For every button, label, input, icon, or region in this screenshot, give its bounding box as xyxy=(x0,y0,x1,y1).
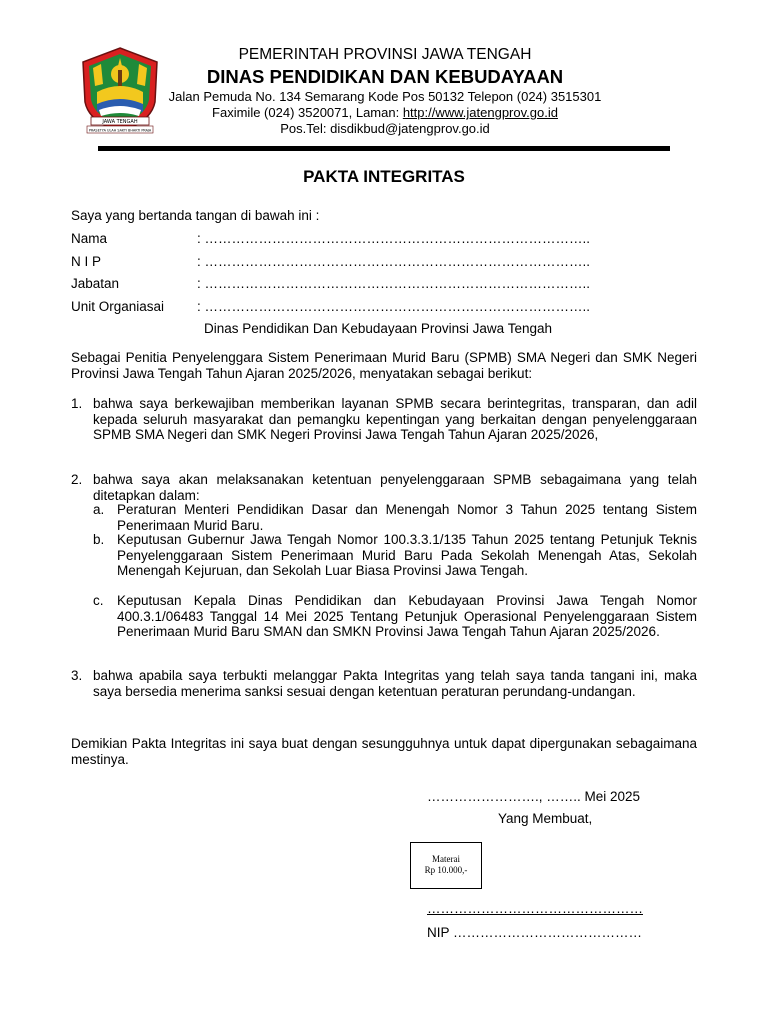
fax-text: Faximile (024) 3520071, Laman: xyxy=(212,105,403,120)
document-title: PAKTA INTEGRITAS xyxy=(303,167,465,186)
subpoint-letter: b. xyxy=(93,532,105,547)
field-value-unit: : ………………………………………………………………………….. xyxy=(197,299,591,314)
intro-text: Saya yang bertanda tangan di bawah ini : xyxy=(71,208,320,223)
field-label-nip: N I P xyxy=(71,254,102,269)
point-text: bahwa saya akan melaksanakan ketentuan penyelenggaraan SPMB sebagaimana yang telah ditetapkan dalam: xyxy=(93,472,697,503)
subpoint-letter: c. xyxy=(93,593,104,608)
statement-paragraph: Sebagai Penitia Penyelenggara Sistem Penerimaan Murid Baru (SPMB) SMA Negeri dan SMK Negeri Provinsi Jawa Tengah Tahun Ajaran 2025/2026, menyatakan sebagai berikut: xyxy=(71,350,697,381)
field-label-nama: Nama xyxy=(71,231,108,246)
contact-line xyxy=(150,105,620,120)
logo-banner-text: JAWA TENGAH xyxy=(102,119,138,125)
field-value-nama: : ………………………………………………………………………….. xyxy=(197,231,591,246)
unit-organization-name: Dinas Pendidikan Dan Kebudayaan Provinsi Jawa Tengah xyxy=(204,321,552,336)
email-line: Pos.Tel: disdikbud@jatengprov.go.id xyxy=(280,121,490,136)
closing-paragraph: Demikian Pakta Integritas ini saya buat dengan sesungguhnya untuk dapat dipergunakan sebagaimana mestinya. xyxy=(71,736,697,767)
address-line: Jalan Pemuda No. 134 Semarang Kode Pos 50132 Telepon (024) 3515301 xyxy=(168,89,602,104)
signature-line: ………………………………………… xyxy=(427,901,643,916)
header-divider xyxy=(98,146,670,151)
point-number: 2. xyxy=(71,472,83,487)
logo-motto-text: PRASETYA ULAH SAKTI BHAKTI PRAJA xyxy=(88,128,152,133)
point-number: 3. xyxy=(71,668,83,683)
nip-line: NIP …………………………………… xyxy=(427,925,643,940)
point-text: bahwa saya berkewajiban memberikan layanan SPMB secara berintegritas, transparan, dan adil kepada seluruh masyarakat dan pemangku kepentingan yang berkaitan dengan penyelenggaraan SPMB SMA Negeri dan SMK Negeri Provinsi Jawa Tengah Tahun Ajaran 2025/2026, xyxy=(93,396,697,442)
date-line: ……………………., …….. Mei 2025 xyxy=(427,789,641,804)
government-name: PEMERINTAH PROVINSI JAWA TENGAH xyxy=(238,46,532,63)
website-link[interactable]: http://www.jatengprov.go.id xyxy=(402,105,558,120)
stamp-duty-box xyxy=(410,842,482,889)
point-number: 1. xyxy=(71,396,83,411)
stamp-duty-label: Materai xyxy=(432,854,460,864)
subpoint-text: Peraturan Menteri Pendidikan Dasar dan Menengah Nomor 3 Tahun 2025 tentang Sistem Penerimaan Murid Baru. xyxy=(117,502,697,533)
subpoint-text: Keputusan Gubernur Jawa Tengah Nomor 100.3.3.1/135 Tahun 2025 tentang Petunjuk Teknis Penyelenggaraan Sistem Penerimaan Murid Baru Pada Sekolah Menengah Atas, Sekolah Menengah Kejuruan, dan Sekolah Luar Biasa Provinsi Jawa Tengah. xyxy=(117,532,697,578)
field-value-jabatan: : ………………………………………………………………………….. xyxy=(197,276,591,291)
stamp-duty-amount: Rp 10.000,- xyxy=(424,865,468,875)
field-value-nip: : ………………………………………………………………………….. xyxy=(197,254,591,269)
subpoint-letter: a. xyxy=(93,502,105,517)
field-label-unit: Unit Organiasai xyxy=(71,299,165,314)
field-label-jabatan: Jabatan xyxy=(71,276,120,291)
agency-name: DINAS PENDIDIKAN DAN KEBUDAYAAN xyxy=(206,66,564,87)
maker-label: Yang Membuat, xyxy=(498,811,593,826)
subpoint-text: Keputusan Kepala Dinas Pendidikan dan Kebudayaan Provinsi Jawa Tengah Nomor 400.3.1/06483 Tanggal 14 Mei 2025 Tentang Petunjuk Operasional Penyelenggaraan Sistem Penerimaan Murid Baru SMAN dan SMKN Provinsi Jawa Tengah Tahun Ajaran 2025/2026. xyxy=(117,593,697,639)
point-text: bahwa apabila saya terbukti melanggar Pakta Integritas yang telah saya tanda tangani ini, maka saya bersedia menerima sanksi sesuai dengan ketentuan peraturan perundang-undangan. xyxy=(93,668,697,699)
